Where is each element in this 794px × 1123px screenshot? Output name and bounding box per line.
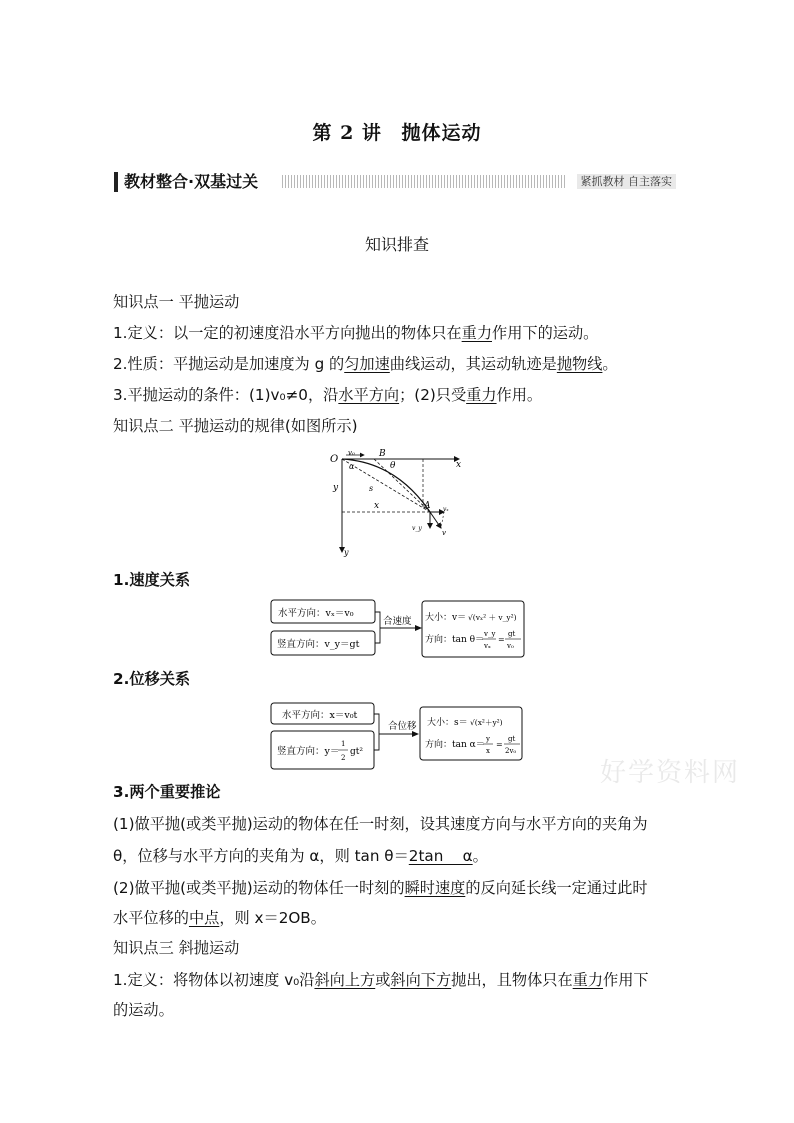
text: θ，位移与水平方向的夹角为 α，则 tan θ＝ [113,847,409,865]
frac-den: vₓ [484,642,491,650]
combine-label: 合速度 [383,616,412,627]
frac-num: gt [508,630,516,638]
lecture-title: 抛体运动 [401,122,482,144]
label-theta: θ [390,461,396,471]
kp3-definition-line-2: 的运动。 [113,1001,174,1019]
blank-answer: 瞬时速度 [404,879,466,897]
text: 1.定义：将物体以初速度 v₀沿 [113,971,315,989]
text: 。 [602,355,618,373]
label-s: s [369,484,374,493]
magnitude-label: 大小：s＝ [427,718,468,728]
watermark: 好学资料网 [600,758,741,788]
inference-1-line-2 [113,846,488,866]
text: 1.定义：以一定的初速度沿水平方向抛出的物体只在 [113,324,462,342]
label-A: A [424,501,431,511]
kp1-heading: 知识点一 平抛运动 [113,293,240,311]
equals: = [498,635,505,644]
horizontal-velocity-text: 水平方向：vₓ＝v₀ [278,608,354,619]
label-vy: v_y [412,525,422,532]
horizontal-displacement-text: 水平方向：x＝v₀t [282,710,358,721]
text: 3.平抛运动的条件：(1)v₀≠0，沿 [113,386,339,404]
blank-answer: 中点 [188,909,220,927]
combine-label: 合位移 [388,721,417,732]
displacement-line [342,459,430,512]
v-arrow [430,512,441,528]
frac-num: y [486,735,490,743]
kp2-heading: 知识点二 平抛运动的规律(如图所示) [113,417,358,435]
blank-answer: 抛物线 [556,355,603,373]
label-x-segment: x [374,501,380,511]
frac-num: gt [508,735,516,743]
inference-1-line-1: (1)做平抛(或类平抛)运动的物体在任一时刻，设其速度方向与水平方向的夹角为 [113,815,648,833]
text: 的反向延长线一定通过此时 [465,879,648,897]
arrow-head [415,625,422,631]
frac-num: v_y [484,630,496,638]
bracket-arrow [374,714,417,750]
displacement-heading: 2.位移关系 [113,670,191,688]
text: 。 [472,847,488,865]
vertical-displacement-text: 竖直方向：y＝ [277,746,340,757]
vertical-velocity-text: 竖直方向：v_y＝gt [277,639,360,650]
label-y: y [333,483,339,493]
blank-answer: 斜向上方 [314,971,376,989]
label-O: O [330,454,339,465]
inference-2-line-1 [113,878,648,898]
text: 作用下 [603,971,649,989]
text: ；(2)只受 [399,386,467,404]
text: 水平位移的 [113,909,189,927]
kp1-definition [113,323,598,343]
text: 曲线运动，其运动轨迹是 [389,355,557,373]
direction-label: 方向：tan α＝ [425,740,485,750]
label-v: v [442,529,446,537]
blank-answer: 2tan α [408,847,473,865]
blank-answer: 匀加速 [344,355,390,373]
banner-hatch [282,175,566,188]
page-title [0,118,794,145]
label-v0: v₀ [348,449,355,457]
label-alpha: α [349,462,355,471]
blank-answer: 水平方向 [338,386,400,404]
projectile-diagram [326,446,468,558]
blank-answer: 重力 [466,386,497,404]
blank-answer: 重力 [461,324,492,342]
text: 抛出，且物体只在 [451,971,573,989]
guide-line [441,512,444,528]
frac-den: 2 [341,754,346,762]
inference-2-line-2 [113,908,326,928]
magnitude-expression: √(vₓ² ＋ v_y²) [468,613,517,622]
label-B: B [379,449,386,459]
blank-answer: 斜向下方 [390,971,452,989]
kp3-heading: 知识点三 斜抛运动 [113,939,240,957]
velocity-relation-diagram [270,598,526,662]
magnitude-label: 大小：v＝ [425,613,467,623]
section-title: 知识排查 [364,235,429,254]
frac-num: 1 [341,740,346,748]
text: 2.性质：平抛运动是加速度为 g 的 [113,355,345,373]
text: 或 [375,971,391,989]
blank-answer: 重力 [572,971,604,989]
kp1-property [113,354,618,374]
kp1-condition [113,385,542,405]
kp3-definition [113,970,649,990]
label-y-axis: y [344,548,349,557]
inference-heading: 3.两个重要推论 [113,783,221,801]
frac-den: 2v₀ [505,747,517,755]
equals: = [496,740,503,749]
lecture-number: 第 2 讲 [312,122,382,144]
section-banner [114,172,676,194]
text: 作用。 [496,386,543,404]
frac-den: x [486,747,490,755]
banner-right-label: 紧抓教材 自主落实 [577,174,677,189]
magnitude-expression: √(x²＋y²) [470,718,503,727]
frac-den: v₀ [507,642,514,650]
text: ，则 x＝2OB。 [219,909,326,927]
label-vx: vₓ [443,506,449,513]
tangent-line [374,459,430,512]
banner-left-label: 教材整合·双基过关 [114,172,262,192]
text: 作用下的运动。 [492,324,599,342]
displacement-relation-diagram [270,702,526,772]
vertical-post: gt² [350,747,363,757]
direction-label: 方向：tan θ＝ [425,635,485,645]
text: (2)做平抛(或类平抛)运动的物体任一时刻的 [113,879,405,897]
label-x-axis: x [456,460,462,470]
velocity-heading: 1.速度关系 [113,571,191,589]
